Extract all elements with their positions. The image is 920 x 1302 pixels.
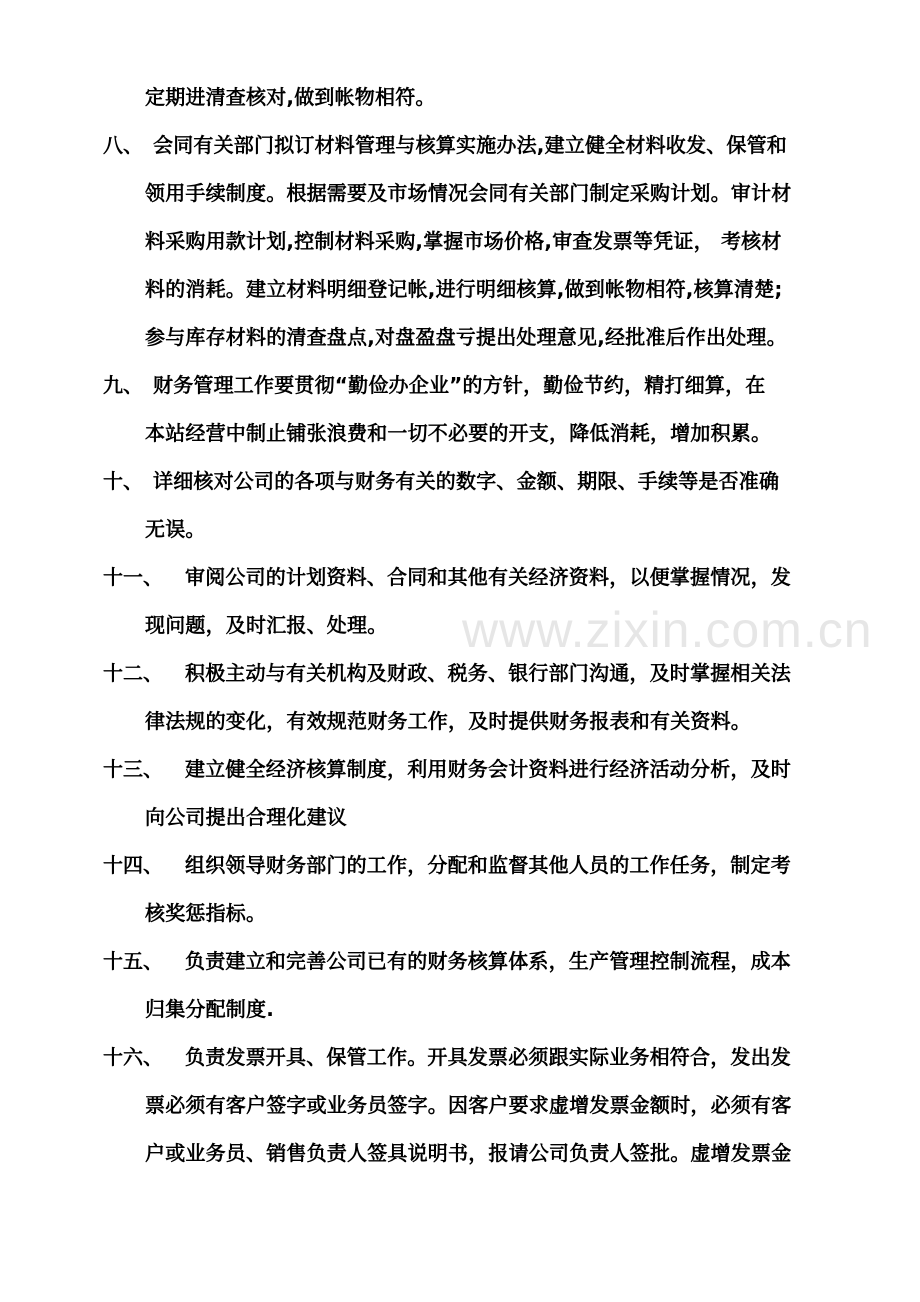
paragraph-line: 归集分配制度. (145, 997, 274, 1021)
paragraph-line: 票必须有客户签字或业务员签字。因客户要求虚增发票金额时，必须有客 (145, 1093, 792, 1117)
paragraph-line: 定期进清查核对,做到帐物相符。 (145, 85, 436, 109)
paragraph-line: 负责发票开具、保管工作。开具发票必须跟实际业务相符合，发出发 (185, 1045, 791, 1069)
item-number: 十五、 (103, 949, 163, 973)
paragraph-line: 领用手续制度。根据需要及市场情况会同有关部门制定采购计划。审计材 (145, 181, 792, 205)
item-number: 十六、 (103, 1045, 163, 1069)
paragraph-line: 向公司提出合理化建议 (145, 805, 347, 829)
paragraph-line: 无误。 (145, 517, 206, 541)
paragraph-line: 核奖惩指标。 (145, 901, 267, 925)
paragraph-line: 财务管理工作要贯彻“勤俭办企业”的方针，勤俭节约，精打细算，在 (153, 373, 766, 397)
paragraph-line: 料采购用款计划,控制材料采购,掌握市场价格,审查发票等凭证， 考核材 (145, 229, 782, 253)
paragraph-line: 户或业务员、销售负责人签具说明书，报请公司负责人签批。虚增发票金 (145, 1141, 792, 1165)
paragraph-line: 参与库存材料的清查盘点,对盘盈盘亏提出处理意见,经批准后作出处理。 (145, 325, 787, 349)
item-number: 八、 (103, 133, 143, 157)
item-number: 十二、 (103, 661, 163, 685)
paragraph-line: 料的消耗。建立材料明细登记帐,进行明细核算,做到帐物相符,核算清楚; (145, 277, 783, 301)
paragraph-line: 本站经营中制止铺张浪费和一切不必要的开支，降低消耗，增加积累。 (145, 421, 772, 445)
item-number: 十、 (103, 469, 143, 493)
item-number: 十四、 (103, 853, 163, 877)
paragraph-line: 组织领导财务部门的工作，分配和监督其他人员的工作任务，制定考 (185, 853, 791, 877)
item-number: 十三、 (103, 757, 163, 781)
paragraph-line: 积极主动与有关机构及财政、税务、银行部门沟通，及时掌握相关法 (185, 661, 791, 685)
paragraph-line: 现问题，及时汇报、处理。 (145, 613, 388, 637)
item-number: 十一、 (103, 565, 163, 589)
paragraph-line: 详细核对公司的各项与财务有关的数字、金额、期限、手续等是否准确 (153, 469, 780, 493)
paragraph-line: 会同有关部门拟订材料管理与核算实施办法,建立健全材料收发、保管和 (153, 133, 787, 157)
paragraph-line: 律法规的变化，有效规范财务工作，及时提供财务报表和有关资料。 (145, 709, 751, 733)
paragraph-line: 审阅公司的计划资料、合同和其他有关经济资料，以便掌握情况，发 (185, 565, 791, 589)
watermark-text: www.zixin.com.cn (462, 602, 873, 658)
paragraph-line: 负责建立和完善公司已有的财务核算体系，生产管理控制流程，成本 (185, 949, 791, 973)
item-number: 九、 (103, 373, 143, 397)
paragraph-line: 建立健全经济核算制度，利用财务会计资料进行经济活动分析，及时 (185, 757, 791, 781)
